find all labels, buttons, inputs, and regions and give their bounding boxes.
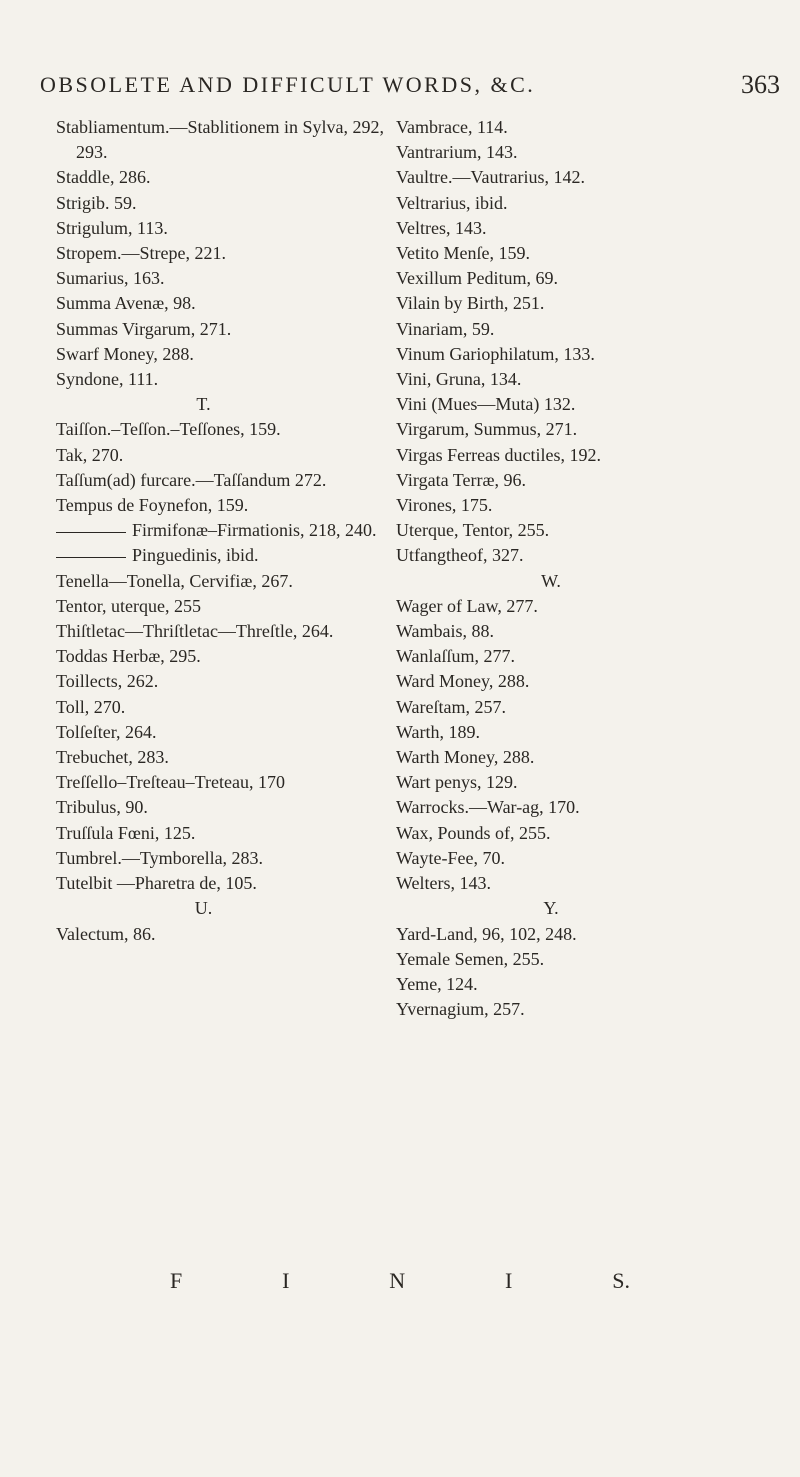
entry-text: Y. [543, 898, 559, 919]
entry-text: Vexillum Peditum, 69. [396, 268, 558, 289]
index-entry [396, 317, 776, 342]
index-entry [396, 644, 776, 669]
ditto-dash [56, 532, 126, 533]
index-entry [56, 922, 391, 947]
entry-text: Tutelbit —Pharetra de, 105. [56, 873, 257, 894]
entry-text: Vini, Gruna, 134. [396, 369, 522, 390]
index-entry [396, 468, 776, 493]
entry-text: Tribulus, 90. [56, 797, 148, 818]
entry-text: Toillects, 262. [56, 671, 159, 692]
entry-text: Yemale Semen, 255. [396, 948, 545, 969]
index-entry [396, 443, 776, 468]
index-entry [396, 191, 776, 216]
index-entry [56, 191, 391, 216]
entry-text: Strigib. 59. [56, 192, 137, 213]
entry-text: Veltrarius, ibid. [396, 192, 508, 213]
index-entry [396, 669, 776, 694]
index-column-left [56, 115, 391, 947]
entry-text: Uterque, Tentor, 255. [396, 520, 550, 541]
finis-letter: S. [612, 1268, 630, 1293]
entry-text: Pinguedinis, ibid. [132, 545, 259, 566]
entry-text: Wayte-Fee, 70. [396, 847, 506, 868]
index-entry [56, 493, 391, 518]
index-entry [396, 695, 776, 720]
entry-text: Wart penys, 129. [396, 772, 518, 793]
entry-text: Treſſello–Treſteau–Treteau, 170 [56, 772, 285, 793]
index-entry [56, 619, 391, 644]
index-entry [396, 291, 776, 316]
index-entry [396, 972, 776, 997]
entry-text: Summa Avenæ, 98. [56, 293, 196, 314]
index-entry [56, 644, 391, 669]
entry-text: Yeme, 124. [396, 973, 478, 994]
index-entry [396, 115, 776, 140]
entry-text: Warrocks.—War-ag, 170. [396, 797, 580, 818]
entry-text: Vaultre.—Vautrarius, 142. [396, 167, 585, 188]
entry-text: Yvernagium, 257. [396, 999, 525, 1020]
index-entry [396, 367, 776, 392]
entry-text: Warth, 189. [396, 721, 481, 742]
entry-text: Virones, 175. [396, 495, 493, 516]
index-entry [56, 443, 391, 468]
entry-text: Tak, 270. [56, 444, 124, 465]
index-entry [396, 795, 776, 820]
section-letter [396, 569, 776, 594]
index-entry [396, 922, 776, 947]
index-entry [396, 821, 776, 846]
index-entry [396, 619, 776, 644]
entry-text: W. [541, 570, 561, 591]
entry-text: Tentor, uterque, 255 [56, 595, 201, 616]
entry-text: Firmifonæ–Firmationis, 218, 240. [132, 520, 377, 541]
entry-text: Vinariam, 59. [396, 318, 495, 339]
entry-text: Vinum Gariophilatum, 133. [396, 343, 595, 364]
entry-text: Utfangtheof, 327. [396, 545, 524, 566]
index-entry [396, 342, 776, 367]
index-entry [56, 669, 391, 694]
index-entry [56, 720, 391, 745]
section-letter [56, 896, 391, 921]
entry-text: Stropem.—Strepe, 221. [56, 243, 226, 264]
entry-text: Stabliamentum.—Stablitionem in Sylva, 292, 293. [56, 117, 384, 163]
entry-text: Swarf Money, 288. [56, 343, 194, 364]
entry-text: Vambrace, 114. [396, 117, 508, 137]
index-entry [396, 997, 776, 1022]
index-entry [396, 266, 776, 291]
index-entry [56, 846, 391, 871]
index-entry [396, 543, 776, 568]
entry-text: Taiſſon.–Teſſon.–Teſſones, 159. [56, 419, 281, 440]
index-entry [56, 291, 391, 316]
index-entry [56, 795, 391, 820]
index-entry [56, 543, 391, 568]
index-entry [396, 720, 776, 745]
header-title: OBSOLETE AND DIFFICULT WORDS, &C. [40, 72, 536, 97]
index-entry [56, 745, 391, 770]
finis-letter: I [505, 1268, 513, 1293]
entry-text: Toll, 270. [56, 696, 126, 717]
index-entry [396, 493, 776, 518]
index-entry [396, 216, 776, 241]
index-entry [396, 846, 776, 871]
entry-text: Truſſula Fœni, 125. [56, 822, 196, 843]
entry-text: Wareſtam, 257. [396, 696, 507, 717]
index-entry [396, 770, 776, 795]
index-entry [56, 770, 391, 795]
entry-text: Welters, 143. [396, 873, 492, 894]
entry-text: Syndone, 111. [56, 369, 159, 390]
index-entry [56, 594, 391, 619]
entry-text: Tolſeſter, 264. [56, 721, 157, 742]
entry-text: Sumarius, 163. [56, 268, 165, 289]
index-entry [396, 518, 776, 543]
entry-text: Virgas Ferreas ductiles, 192. [396, 444, 602, 465]
entry-text: Strigulum, 113. [56, 217, 168, 238]
entry-text: Tenella—Tonella, Cervifiæ, 267. [56, 570, 293, 591]
entry-text: Wax, Pounds of, 255. [396, 822, 551, 843]
entry-text: Thiſtletac—Thriſtletac—Threſtle, 264. [56, 621, 334, 642]
entry-text: Taſſum(ad) furcare.—Taſſandum 272. [56, 469, 327, 490]
entry-text: Virgata Terræ, 96. [396, 469, 526, 490]
index-entry [56, 165, 391, 190]
ditto-dash [56, 557, 126, 558]
entry-text: Veltres, 143. [396, 217, 487, 238]
entry-text: Ward Money, 288. [396, 671, 530, 692]
index-entry [396, 871, 776, 896]
finis-letter: F [170, 1268, 183, 1293]
entry-text: Vantrarium, 143. [396, 142, 518, 163]
index-entry [396, 392, 776, 417]
index-entry [396, 417, 776, 442]
entry-text: Warth Money, 288. [396, 747, 535, 768]
entry-text: Wanlaſſum, 277. [396, 646, 516, 667]
running-header [40, 70, 780, 99]
index-entry [56, 342, 391, 367]
index-entry [396, 165, 776, 190]
page-number: 363 [741, 70, 780, 99]
entry-text: Vetito Menſe, 159. [396, 243, 530, 264]
index-entry [56, 115, 391, 165]
entry-text: Summas Virgarum, 271. [56, 318, 232, 339]
index-entry [56, 266, 391, 291]
index-entry [396, 241, 776, 266]
section-letter [396, 896, 776, 921]
index-entry [56, 317, 391, 342]
index-entry [56, 216, 391, 241]
entry-text: Vilain by Birth, 251. [396, 293, 545, 314]
entry-text: Staddle, 286. [56, 167, 151, 188]
finis-footer [170, 1268, 630, 1294]
index-entry [56, 468, 391, 493]
index-entry [56, 518, 391, 543]
entry-text: T. [196, 394, 211, 415]
entry-text: Tempus de Foynefon, 159. [56, 495, 249, 516]
index-column-right [396, 115, 776, 1022]
index-entry [56, 417, 391, 442]
entry-text: Virgarum, Summus, 271. [396, 419, 578, 440]
entry-text: Tumbrel.—Tymborella, 283. [56, 847, 264, 868]
index-entry [56, 241, 391, 266]
entry-text: Yard-Land, 96, 102, 248. [396, 923, 577, 944]
index-entry [396, 947, 776, 972]
finis-letter: N [389, 1268, 406, 1293]
entry-text: Wambais, 88. [396, 621, 495, 642]
index-entry [396, 745, 776, 770]
index-entry [396, 140, 776, 165]
finis-letter: I [282, 1268, 290, 1293]
entry-text: Valectum, 86. [56, 923, 156, 944]
index-entry [56, 695, 391, 720]
entry-text: Trebuchet, 283. [56, 747, 169, 768]
entry-text: Vini (Mues—Muta) 132. [396, 394, 576, 415]
index-entry [56, 871, 391, 896]
entry-text: U. [194, 898, 213, 919]
entry-text: Wager of Law, 277. [396, 595, 538, 616]
section-letter [56, 392, 391, 417]
index-entry [56, 367, 391, 392]
entry-text: Toddas Herbæ, 295. [56, 646, 201, 667]
index-entry [56, 821, 391, 846]
index-entry [56, 569, 391, 594]
index-entry [396, 594, 776, 619]
